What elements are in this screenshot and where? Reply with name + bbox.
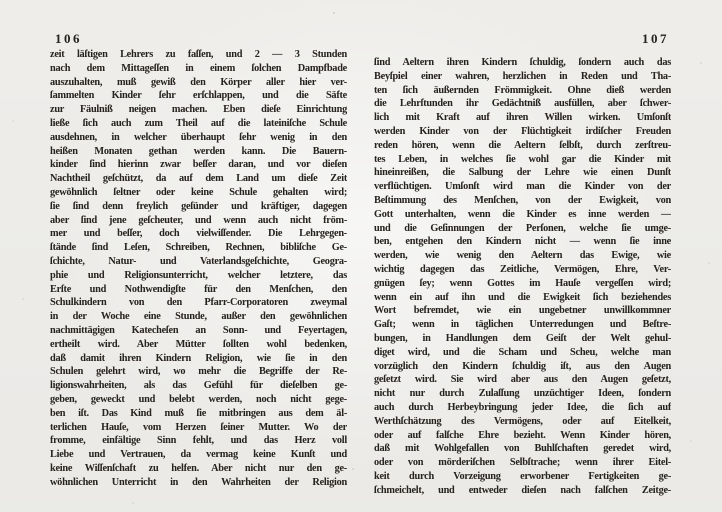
text-line: lich mit Kraft auf ihren Willen wirken. Umſonſt — [374, 112, 671, 124]
text-line: gnügen ſey; wenn Gottes im Hauſe vergeſſen wird; — [374, 277, 671, 289]
text-line: geſetzt wird. Sie wird aber aus den Augen geſetzt, — [374, 374, 671, 386]
text-line: auch durch Herbeybringung jeder Idee, die ſich auf — [374, 401, 671, 413]
text-line: keine Wiſſenſchaft zu helfen. Aber nicht nur den ge- — [50, 462, 347, 474]
text-line: geben, geweckt und belebt werden, noch nicht gege- — [50, 393, 347, 405]
text-line: kinder ſind hierinn zwar beſſer daran, und vor dieſen — [50, 159, 347, 171]
text-line: ſie ſind denn freylich geſünder und kräftiger, dagegen — [50, 200, 347, 212]
text-line: nicht nur durch Zulaſſung unzüchtiger Ideen, ſondern — [374, 388, 671, 400]
text-line: oder auf falſche Ehre bezieht. Wenn Kinder hören, — [374, 429, 671, 441]
text-line: gewöhnlich ſeltner oder keine Schule gehalten wird; — [50, 186, 347, 198]
text-line: daß mit Wohlgefallen von Buhlſchaften geredet wird, — [374, 443, 671, 455]
text-line: fromme, einfältige Sinn fehlt, und das Herz voll — [50, 435, 347, 447]
text-line: ſind Aeltern ihren Kindern ſchuldig, ſondern auch das — [374, 57, 671, 68]
text-line: in der Woche eine Stunde, außer den gewöhnlichen — [50, 311, 347, 323]
text-line: mer und beſſer, doch vielwiſſender. Die Lehrgegen- — [50, 228, 347, 240]
text-line: Werthſchätzung des Vermögens, oder auf Eitelkeit, — [374, 415, 671, 427]
text-line: Beyſpiel einer wahren, herzlichen in Reden und Tha- — [374, 70, 671, 82]
text-line: daß damit ihren Kindern Religion, wie ſie in den — [50, 352, 347, 364]
text-line: werden Kinder von der Flüchtigkeit irdiſcher Freuden — [374, 125, 671, 137]
text-line: ligionswahrheiten, als das Gefühl für dieſelben ge- — [50, 380, 347, 392]
text-line: zeit läſtigen Lehrers zu faſſen, und 2 — 3 Stunden — [50, 49, 347, 60]
text-line: reden hören, wenn die Aeltern ſelbſt, durch zerſtreu- — [374, 139, 671, 151]
text-line: und die Geſinnungen der Perſonen, welche ſie umge- — [374, 222, 671, 234]
text-line: heißen Monaten gethan werden kann. Die Bauern- — [50, 145, 347, 157]
text-line: nach dem Mittageſſen in einem ſolchen Dampfbade — [50, 62, 347, 74]
text-line: ausdehnen, in welcher überhaupt ſehr wenig in den — [50, 131, 347, 143]
page-right-text — [374, 56, 671, 498]
text-line: ben iſt. Das Kind muß ſie mitbringen aus dem äl- — [50, 407, 347, 419]
text-line: nachmittägigen Katecheſen an Sonn- und Feyertagen, — [50, 324, 347, 336]
text-line: ben, entgehen den Kindern nicht — wenn ſie inne — [374, 236, 671, 248]
text-line: ertheilt wird. Aber Mütter ſollten wohl bedenken, — [50, 338, 347, 350]
text-line: bungen, in Handlungen dem Geiſt der Welt gehul- — [374, 332, 671, 344]
text-line: diget wird, und die Scham und Scheu, welche man — [374, 346, 671, 358]
page-left-text — [50, 48, 347, 490]
text-line: ſchmeichelt, und entweder dieſen nach falſchen Zeitge- — [374, 484, 671, 496]
page-number-left: 106 — [55, 31, 82, 46]
text-line: wenn ein auf ihn und die Ewigkeit ſich beziehendes — [374, 291, 671, 303]
text-line: ſtände ſind Leſen, Schreiben, Rechnen, bibliſche Ge- — [50, 242, 347, 254]
text-line: Beſtimmung des Menſchen, von der Ewigkeit, von — [374, 194, 671, 206]
text-line: ſchichte, Natur- und Vaterlandsgeſchichte, Geogra- — [50, 255, 347, 267]
text-line: Liebe und Vertrauen, da vermag keine Kunſt und — [50, 449, 347, 461]
text-line: werden, wie wenig den Aeltern das Ewige, wie — [374, 250, 671, 262]
text-line: die Lehrſtunden ihr Gedächtniß ausfüllen, aber ſchwer- — [374, 98, 671, 110]
text-line: keit durch Vorzeigung erworbener Fertigkeiten ge- — [374, 470, 671, 482]
text-line: tes Leben, in welches ſie wohl gar die Kinder mit — [374, 153, 671, 165]
text-line: wichtig dagegen das Zeitliche, Vermögen, Ehre, Ver- — [374, 263, 671, 275]
text-line: wöhnlichen Unterricht in den Wahrheiten der Religion — [50, 476, 347, 488]
text-line: aber ſind jene geſcheuter, und wenn auch nicht fröm- — [50, 214, 347, 226]
text-line: terlichen Hauſe, vom Herzen ſeiner Mutter. Wo der — [50, 421, 347, 433]
text-line: phie und Religionsunterricht, welcher letztere, das — [50, 269, 347, 281]
paper-specks — [0, 0, 2, 2]
text-line: Gott unterhalten, wenn die Kinder es inne werden — — [374, 208, 671, 220]
text-line: ließe ſich auch zum Theil auf die lateiniſche Schule — [50, 117, 347, 129]
text-line: ſammelten Kinder ſehr erſchlappen, und die Säfte — [50, 90, 347, 102]
text-line: Gaſt; wenn in täglichen Unterredungen und Beſtre- — [374, 319, 671, 331]
text-line: Erſte und Nothwendigſte für den Menſchen, den — [50, 283, 347, 295]
text-line: Schulen gelehrt wird, wo mehr die Begriffe der Re- — [50, 366, 347, 378]
text-line: verflüchtigen. Umſonſt wird man die Kinder von der — [374, 181, 671, 193]
text-line: Nachtheil geſchützt, da auf dem Land um dieſe Zeit — [50, 173, 347, 185]
text-line: ten ſich äußernden Frömmigkeit. Ohne dieß werden — [374, 84, 671, 96]
text-line: hineinreißen, die Salbung der Lehre wie einen Dunſt — [374, 167, 671, 179]
text-line: oder von mörderiſchen Selbſtrache; wenn ihrer Eitel- — [374, 457, 671, 469]
text-line: Wort befremdet, wie ein ungebetner unwillkommner — [374, 305, 671, 317]
text-line: Schulkindern von den Pfarr-Corporatoren zweymal — [50, 297, 347, 309]
text-line: vorzüglich den Kindern ſchuldig iſt, aus den Augen — [374, 360, 671, 372]
text-line: auszuhalten, muß gewiß den Körper aller hier ver- — [50, 76, 347, 88]
page-number-right: 107 — [642, 31, 669, 46]
text-line: zur Fäulniß neigen machen. Eben dieſe Einrichtung — [50, 104, 347, 116]
